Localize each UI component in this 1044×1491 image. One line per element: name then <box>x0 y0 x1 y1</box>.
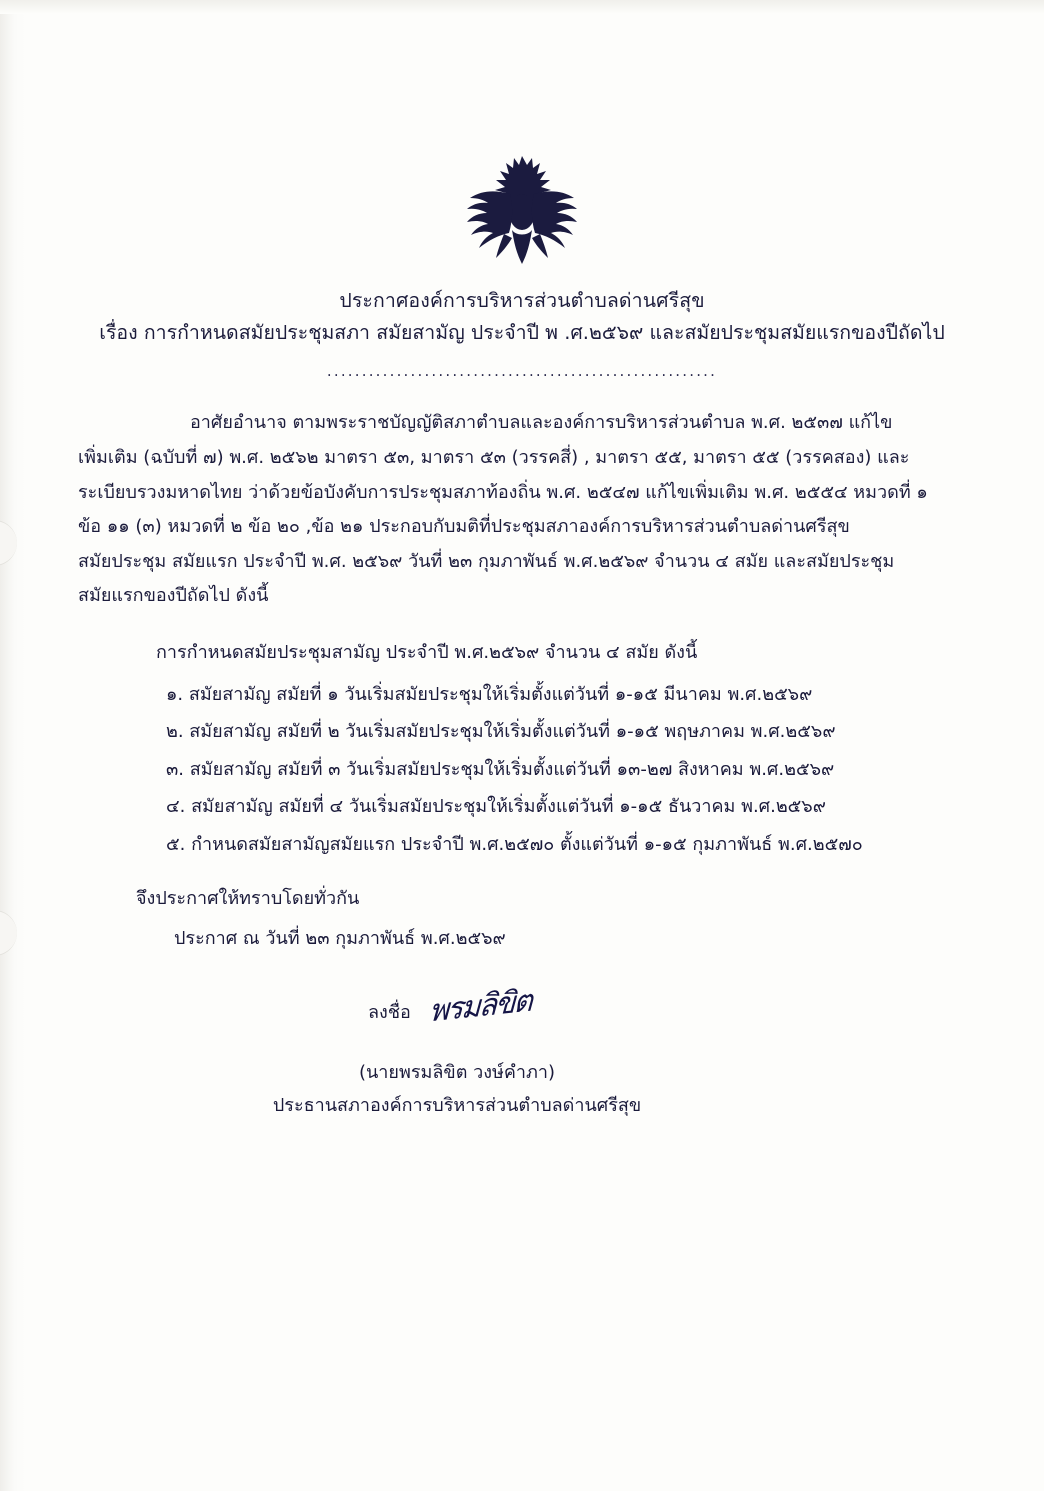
garuda-emblem-icon <box>456 150 588 270</box>
handwritten-signature: พรมลิขิต <box>428 983 532 1030</box>
list-item: ๓. สมัยสามัญ สมัยที่ ๓ วันเริ่มสมัยประชุมให้เริ่มตั้งแต่วันที่ ๑๓-๒๗ สิงหาคม พ.ศ.๒๕๖๙ <box>166 758 835 780</box>
sign-label: ลงชื่อ <box>368 1002 411 1024</box>
signer-name: (นายพรมลิขิต วงษ์คำภา) <box>358 1062 556 1084</box>
spacer <box>78 614 966 636</box>
preamble-line: ข้อ ๑๑ (๓) หมวดที่ ๒ ข้อ ๒๐ ,ข้อ ๒๑ ประกอบกับมติที่ประชุมสภาองค์การบริหารส่วนตำบลด่านศรีสุข <box>78 516 850 538</box>
list-item: ๑. สมัยสามัญ สมัยที่ ๑ วันเริ่มสมัยประชุมให้เริ่มตั้งแต่วันที่ ๑-๑๕ มีนาคม พ.ศ.๒๕๖๙ <box>166 683 813 705</box>
document-title: ประกาศองค์การบริหารส่วนตำบลด่านศรีสุข <box>339 289 705 312</box>
preamble-line: สมัยแรกของปีถัดไป ดังนี้ <box>78 585 269 607</box>
preamble-line: อาศัยอำนาจ ตามพระราชบัญญัติสภาตำบลและองค์การบริหารส่วนตำบล พ.ศ. ๒๕๓๗ แก้ไข <box>190 412 893 434</box>
document-subtitle: เรื่อง การกำหนดสมัยประชุมสภา สมัยสามัญ ประจำปี พ .ศ.๒๕๖๙ และสมัยประชุมสมัยแรกของปีถัดไป <box>99 321 945 345</box>
preamble-line: เพิ่มเติม (ฉบับที่ ๗) พ.ศ. ๒๕๖๒ มาตรา ๕๓, มาตรา ๕๓ (วรรคสี่) , มาตรา ๕๕, มาตรา ๕๕ (วรรคสอง) และ <box>78 446 910 468</box>
signer-block <box>78 1056 966 1123</box>
announcement-date: ประกาศ ณ วันที่ ๒๓ กุมภาพันธ์ พ.ศ.๒๕๖๙ <box>174 928 506 950</box>
list-item: ๒. สมัยสามัญ สมัยที่ ๒ วันเริ่มสมัยประชุมให้เริ่มตั้งแต่วันที่ ๑-๑๕ พฤษภาคม พ.ศ.๒๕๖๙ <box>166 721 836 743</box>
preamble-line: ระเบียบรวงมหาดไทย ว่าด้วยข้อบังคับการประชุมสภาท้องถิ่น พ.ศ. ๒๕๔๗ แก้ไขเพิ่มเติม พ.ศ. ๒๕๕๔ หมวดที่ ๑ <box>78 481 928 503</box>
emblem-container <box>78 150 966 274</box>
schedule-intro: การกำหนดสมัยประชุมสามัญ ประจำปี พ.ศ.๒๕๖๙ จำนวน ๔ สมัย ดังนี้ <box>156 641 698 663</box>
closing-statement: จึงประกาศให้ทราบโดยทั่วกัน <box>136 888 360 910</box>
dotted-divider: ........................................................ <box>326 362 718 381</box>
signature-row <box>368 983 966 1030</box>
list-item: ๔. สมัยสามัญ สมัยที่ ๔ วันเริ่มสมัยประชุมให้เริ่มตั้งแต่วันที่ ๑-๑๕ ธันวาคม พ.ศ.๒๕๖๙ <box>166 796 826 818</box>
schedule-list <box>78 676 966 863</box>
preamble-block <box>78 406 966 613</box>
signer-position: ประธานสภาองค์การบริหารส่วนตำบลด่านศรีสุข <box>272 1095 642 1117</box>
preamble-line: สมัยประชุม สมัยแรก ประจำปี พ.ศ. ๒๕๖๙ วันที่ ๒๓ กุมภาพันธ์ พ.ศ.๒๕๖๙ จำนวน ๔ สมัย และสมัยประชุม <box>78 550 895 572</box>
list-item: ๕. กำหนดสมัยสามัญสมัยแรก ประจำปี พ.ศ.๒๕๗๐ ตั้งแต่วันที่ ๑-๑๕ กุมภาพันธ์ พ.ศ.๒๕๗๐ <box>166 833 863 855</box>
